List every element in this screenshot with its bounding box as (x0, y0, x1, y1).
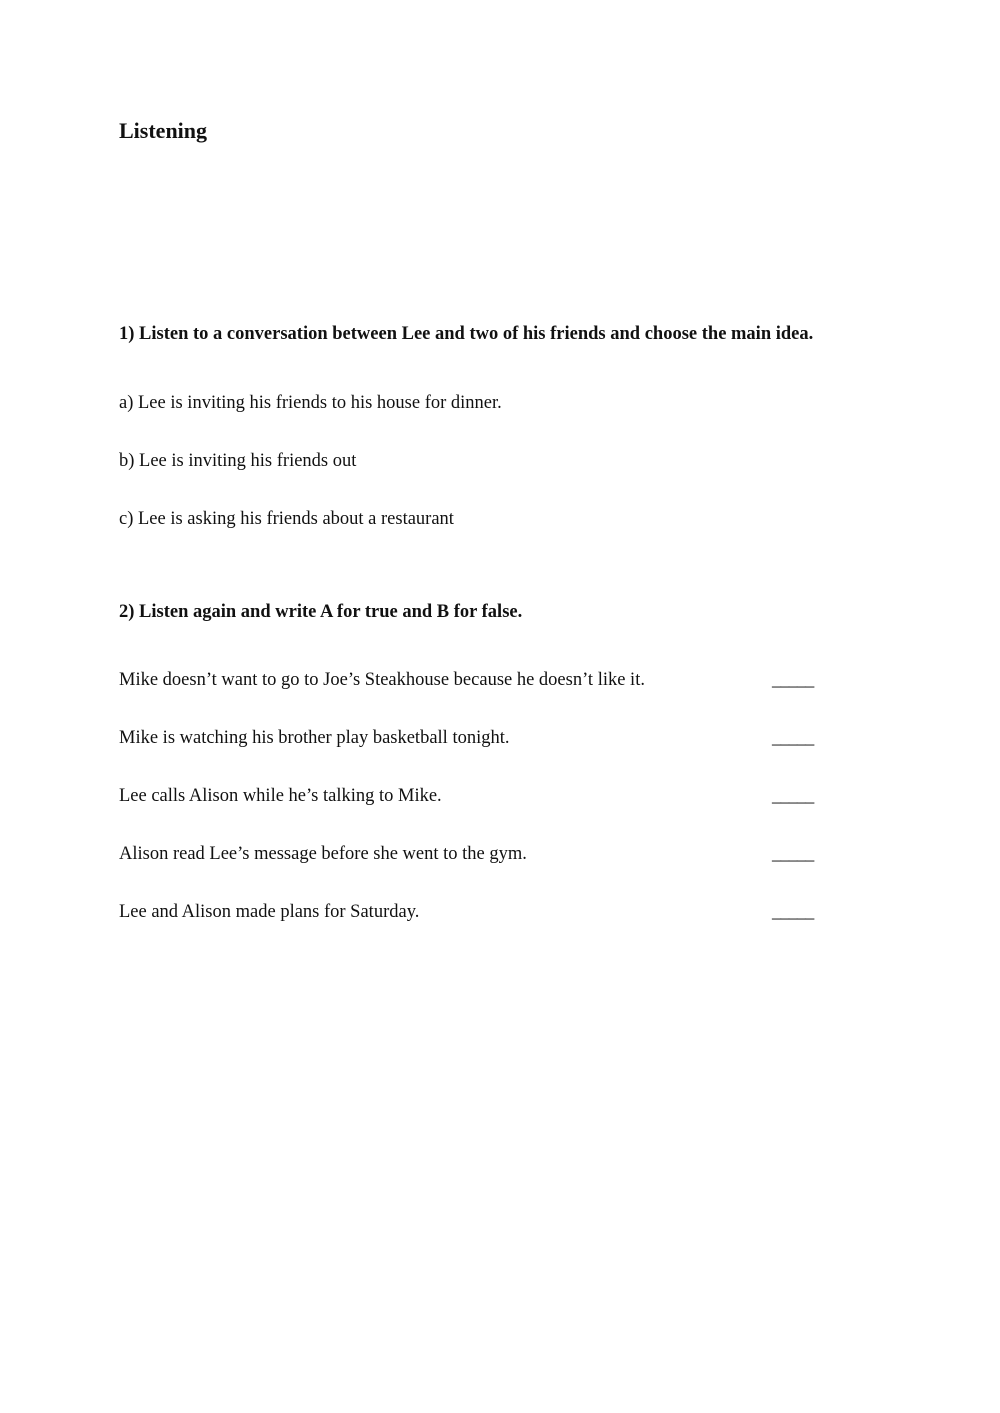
page-title: Listening (119, 118, 208, 143)
true-false-row (119, 901, 829, 927)
true-false-row (119, 785, 829, 811)
true-false-row (119, 669, 829, 695)
statement-text: Lee calls Alison while he’s talking to Mike. (119, 786, 442, 806)
question-1-option-a[interactable]: a) Lee is inviting his friends to his house for dinner. (119, 393, 502, 413)
statement-text: Mike doesn’t want to go to Joe’s Steakhouse because he doesn’t like it. (119, 670, 645, 690)
answer-blank[interactable]: _____ (772, 670, 814, 690)
answer-blank[interactable]: _____ (772, 728, 814, 748)
answer-blank[interactable]: _____ (772, 786, 814, 806)
statement-text: Mike is watching his brother play basketball tonight. (119, 728, 510, 748)
true-false-row (119, 727, 829, 753)
question-1-heading: 1) Listen to a conversation between Lee and two of his friends and choose the main idea. (119, 324, 814, 344)
question-2-heading: 2) Listen again and write A for true and B for false. (119, 602, 523, 622)
statement-text: Alison read Lee’s message before she went to the gym. (119, 844, 527, 864)
question-1-option-b[interactable]: b) Lee is inviting his friends out (119, 451, 357, 471)
true-false-row (119, 843, 829, 869)
statement-text: Lee and Alison made plans for Saturday. (119, 902, 420, 922)
answer-blank[interactable]: _____ (772, 844, 814, 864)
question-1-option-c[interactable]: c) Lee is asking his friends about a restaurant (119, 509, 454, 529)
answer-blank[interactable]: _____ (772, 902, 814, 922)
